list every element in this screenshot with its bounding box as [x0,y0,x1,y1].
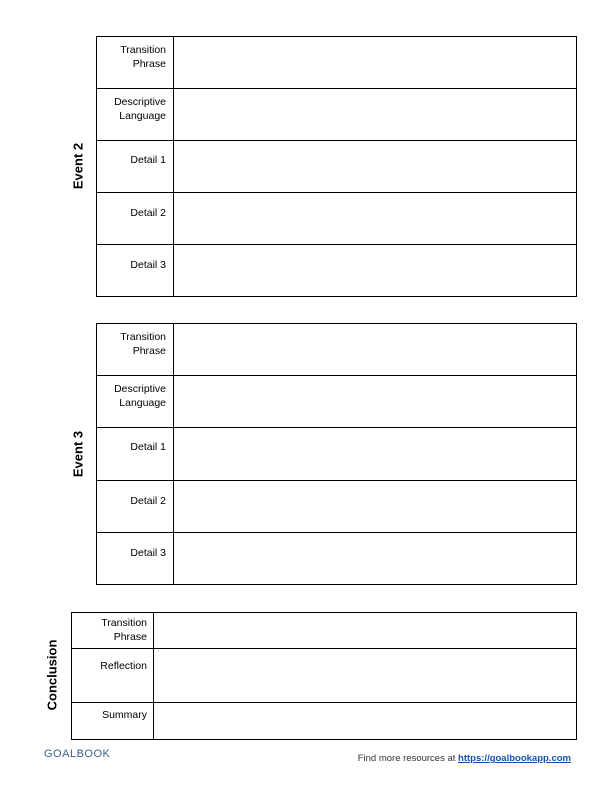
event-2-row-label: Detail 2 [97,193,174,245]
goalbook-logo [44,748,110,760]
conclusion-row-label: Transition Phrase [72,613,154,649]
event-2-transition-phrase-cell[interactable] [174,37,577,89]
event-3-table [96,323,577,585]
event-2-detail-2-cell[interactable] [174,193,577,245]
event-2-descriptive-language-cell[interactable] [174,89,577,141]
event-2-row-label: Descriptive Language [97,89,174,141]
goalbook-logo-text: GOALBOOK [44,748,111,760]
conclusion-summary-cell[interactable] [154,703,577,740]
event-3-row-label: Detail 2 [97,480,174,532]
event-2-detail-3-cell[interactable] [174,245,577,297]
event-3-row-label: Detail 3 [97,532,174,584]
event-3-row-label: Descriptive Language [97,376,174,428]
event-2-detail-1-cell[interactable] [174,141,577,193]
conclusion-transition-phrase-cell[interactable] [154,613,577,649]
conclusion-table [71,612,577,740]
event-2-row-label: Detail 1 [97,141,174,193]
conclusion-row-label: Summary [72,703,154,740]
event-2-row-label: Transition Phrase [97,37,174,89]
event-3-descriptive-language-cell[interactable] [174,376,577,428]
footer-resources [358,753,571,764]
event-3-transition-phrase-cell[interactable] [174,324,577,376]
conclusion-title: Conclusion [44,639,60,711]
event-3-detail-2-cell[interactable] [174,480,577,532]
event-2-title: Event 2 [70,142,86,190]
event-2-table [96,36,577,297]
event-3-title: Event 3 [70,430,86,478]
conclusion-row-label: Reflection [72,649,154,703]
goalbook-link[interactable]: https://goalbookapp.com [458,753,571,764]
event-3-detail-3-cell[interactable] [174,532,577,584]
event-2-row-label: Detail 3 [97,245,174,297]
event-3-detail-1-cell[interactable] [174,428,577,480]
find-more-text: Find more resources at [357,753,459,764]
event-3-row-label: Detail 1 [97,428,174,480]
event-3-row-label: Transition Phrase [97,324,174,376]
conclusion-reflection-cell[interactable] [154,649,577,703]
